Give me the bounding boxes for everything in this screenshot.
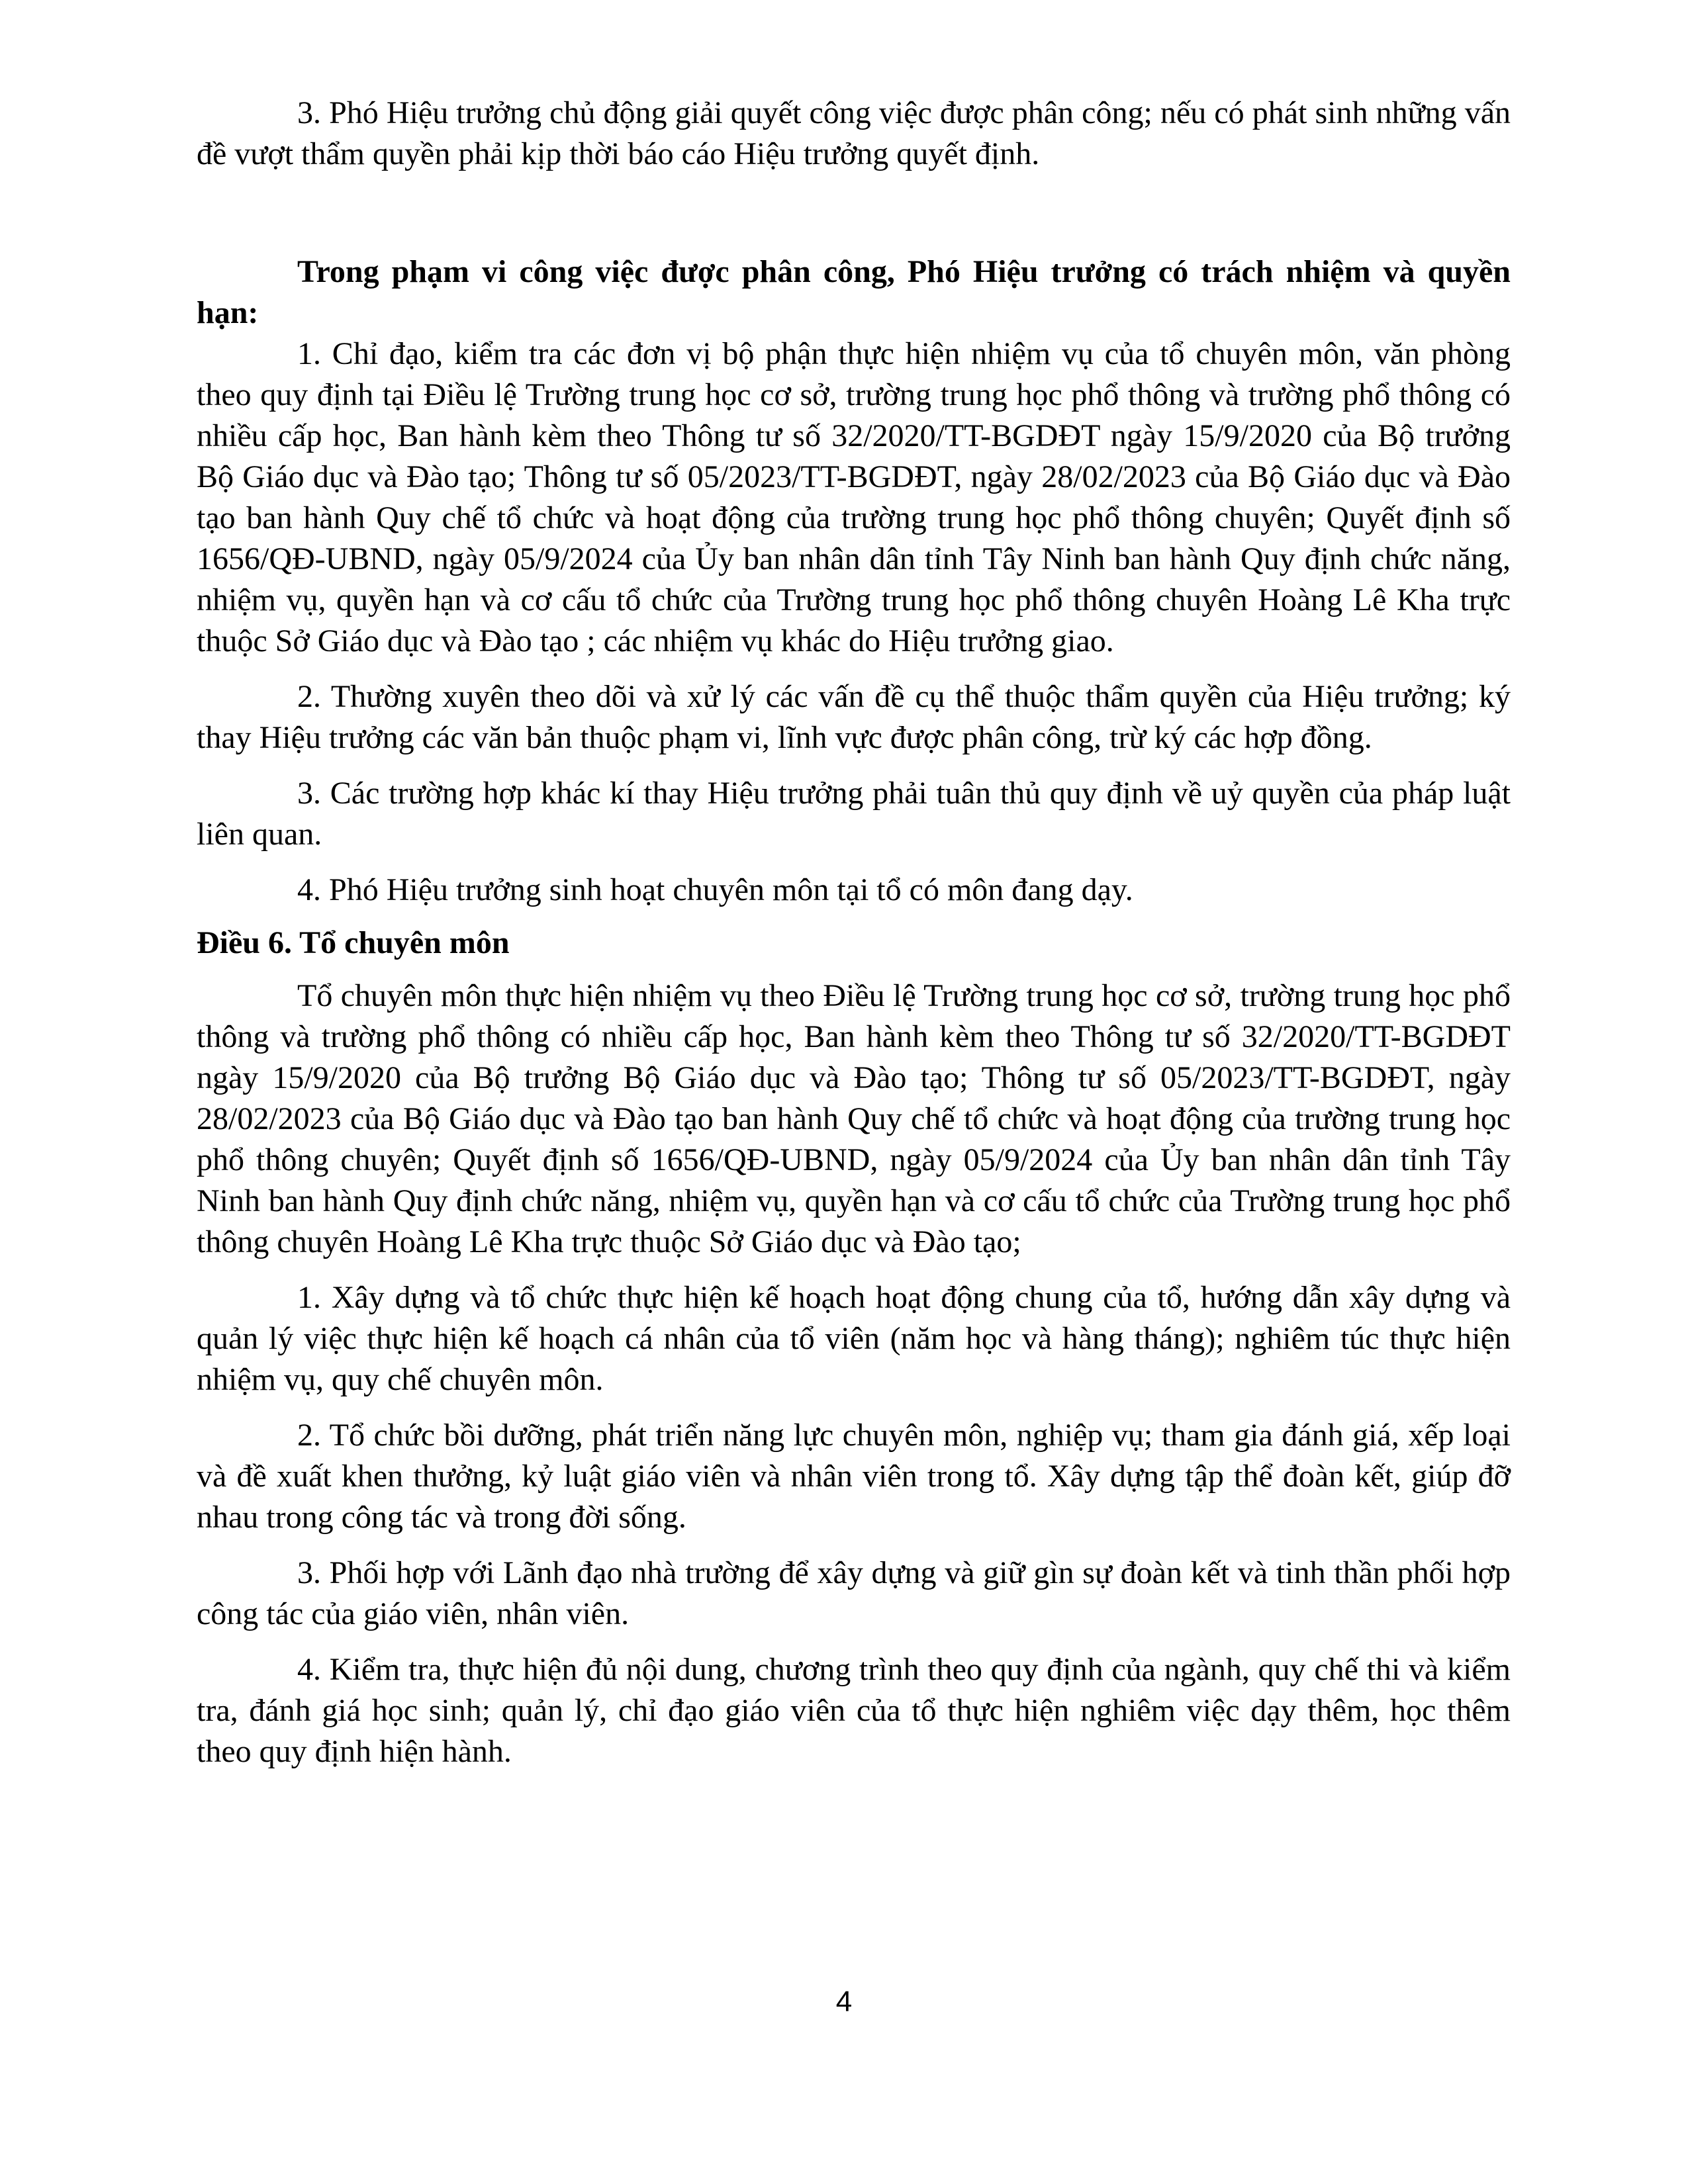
article-6-intro: Tổ chuyên môn thực hiện nhiệm vụ theo Điều lệ Trường trung học cơ sở, trường trung học phổ thông và trường phổ thông có nhiều cấp học, Ban hành kèm theo Thông tư số 32/2020/TT-BGDĐT ngày 15/9/2020 của Bộ trưởng Bộ Giáo dục và Đào tạo; Thông tư số 05/2023/TT-BGDĐT, ngày 28/02/2023 của Bộ Giáo dục và Đào tạo ban hành Quy chế tổ chức và hoạt động của trường trung học phổ thông chuyên; Quyết định số 1656/QĐ-UBND, ngày 05/9/2024 của Ủy ban nhân dân tỉnh Tây Ninh ban hành Quy định chức năng, nhiệm vụ, quyền hạn và cơ cấu tổ chức của Trường trung học phổ thông chuyên Hoàng Lê Kha trực thuộc Sở Giáo dục và Đào tạo; bbox=[197, 978, 1511, 1259]
responsibilities-heading: Trong phạm vi công việc được phân công, Phó Hiệu trưởng có trách nhiệm và quyền hạn: bbox=[197, 254, 1511, 330]
article-6-item-1: 1. Xây dựng và tổ chức thực hiện kế hoạch hoạt động chung của tổ, hướng dẫn xây dựng và quản lý việc thực hiện kế hoạch cá nhân của tổ viên (năm học và hàng tháng); nghiêm túc thực hiện nhiệm vụ, quy chế chuyên môn. bbox=[197, 1280, 1511, 1397]
responsibility-item-2: 2. Thường xuyên theo dõi và xử lý các vấn đề cụ thể thuộc thẩm quyền của Hiệu trưởng; ký thay Hiệu trưởng các văn bản thuộc phạm vi, lĩnh vực được phân công, trừ ký các hợp đồng. bbox=[197, 679, 1511, 755]
article-6-item-2: 2. Tổ chức bồi dưỡng, phát triển năng lực chuyên môn, nghiệp vụ; tham gia đánh giá, xếp loại và đề xuất khen thưởng, kỷ luật giáo viên và nhân viên trong tổ. Xây dựng tập thể đoàn kết, giúp đỡ nhau trong công tác và trong đời sống. bbox=[197, 1418, 1511, 1535]
document-page bbox=[197, 93, 1511, 1772]
article-6-item-4: 4. Kiểm tra, thực hiện đủ nội dung, chương trình theo quy định của ngành, quy chế thi và kiểm tra, đánh giá học sinh; quản lý, chỉ đạo giáo viên của tổ thực hiện nghiêm việc dạy thêm, học thêm theo quy định hiện hành. bbox=[197, 1652, 1511, 1769]
article-6-item-3: 3. Phối hợp với Lãnh đạo nhà trường để xây dựng và giữ gìn sự đoàn kết và tinh thần phối hợp công tác của giáo viên, nhân viên. bbox=[197, 1555, 1511, 1631]
article-6-title: Điều 6. Tổ chuyên môn bbox=[197, 925, 510, 960]
responsibility-item-4: 4. Phó Hiệu trưởng sinh hoạt chuyên môn tại tổ có môn đang dạy. bbox=[297, 872, 1133, 907]
page-number: 4 bbox=[835, 1985, 853, 2018]
responsibility-item-1: 1. Chỉ đạo, kiểm tra các đơn vị bộ phận thực hiện nhiệm vụ của tổ chuyên môn, văn phòng theo quy định tại Điều lệ Trường trung học cơ sở, trường trung học phổ thông và trường phổ thông có nhiều cấp học, Ban hành kèm theo Thông tư số 32/2020/TT-BGDĐT ngày 15/9/2020 của Bộ trưởng Bộ Giáo dục và Đào tạo; Thông tư số 05/2023/TT-BGDĐT, ngày 28/02/2023 của Bộ Giáo dục và Đào tạo ban hành Quy chế tổ chức và hoạt động của trường trung học phổ thông chuyên; Quyết định số 1656/QĐ-UBND, ngày 05/9/2024 của Ủy ban nhân dân tỉnh Tây Ninh ban hành Quy định chức năng, nhiệm vụ, quyền hạn và cơ cấu tổ chức của Trường trung học phổ thông chuyên Hoàng Lê Kha trực thuộc Sở Giáo dục và Đào tạo ; các nhiệm vụ khác do Hiệu trưởng giao. bbox=[197, 336, 1511, 659]
responsibility-item-3: 3. Các trường hợp khác kí thay Hiệu trưởng phải tuân thủ quy định về uỷ quyền của pháp luật liên quan. bbox=[197, 776, 1511, 852]
paragraph-vice-principal-clause-3: 3. Phó Hiệu trưởng chủ động giải quyết công việc được phân công; nếu có phát sinh những vấn đề vượt thẩm quyền phải kịp thời báo cáo Hiệu trưởng quyết định. bbox=[197, 95, 1511, 171]
